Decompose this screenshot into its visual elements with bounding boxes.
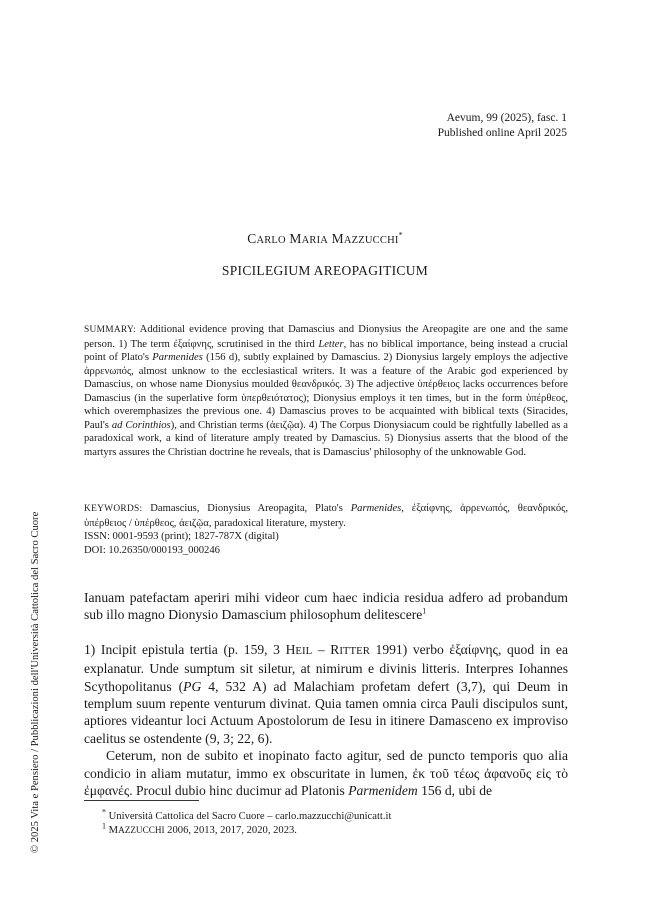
paragraph-ceterum: Ceterum, non de subito et inopinato facto agitur, sed de puncto temporis quo alia condicio in aliam mutatur, immo ex obscuritate in lumen, ἐκ τοῦ τέως ἀφανοῦς εἰς τὸ ἐμφανές. Procul dubio hinc ducimur ad Platonis Parmenidem 156 d, ubi de (84, 748, 568, 799)
paragraph-section-1: 1) Incipit epistula tertia (p. 159, 3 HEIL – RITTER 1991) verbo ἐξαίφνης, quod in ea explanatur. Unde sumptum sit siletur, at nimirum e divinis litteris. Interpres Iohannes Scythopolitanus (PG 4, 532 A) ad Malachiam profetam defert (3,7), qui Deum in templum suum repente venturum divinat. Quia tamen omnia circa Pauli discipulos sunt, aptiores videantur loci Actuum Apostolorum de Iesu in itinere Damasceno ex improviso caelitus se ostendente (9, 3; 22, 6). (84, 641, 569, 746)
article-title: SPICILEGIUM AREOPAGITICUM (221, 263, 429, 278)
author-footnote-mark: * (398, 230, 403, 240)
summary-abstract: SUMMARY: Additional evidence proving that Damascius and Dionysius the Areopagite are one and the same person. 1) The term ἐξαίφνης, scrutinised in the third Letter, has no biblical importance, being instead a crucial point of Plato's Parmenides (156 d), subtly explained by Damascius. 2) Dionysius largely employs the adjective ἀρρενωπός, almost unknow to the ecclesiastical writers. It was a feature of the Arabic god experienced by Damascius, on whose name Dionysius moulded θεανδρικός. 3) The adjective ὑπέρθειος lacks occurrences before Damascius (in the superlative form ὑπερθειότατος); Dionysius employs it ten times, but in the form ὑπέρθεος, which overemphasizes the previous one. 4) Damascius proves to be acquainted with biblical texts (Siracides, Paul's ad Corinthios), and Christian terms (ἀειζῷα). 4) The Corpus Dionysiacum could be rightfully labelled as a paradoxical work, a kind of literature amply treated by Damascius. 5) Dionysius asserts that the blood of the martyrs assures the Christian doctrine he reveals, that is Damascius' philosophy of the unknowable God. (84, 324, 569, 458)
keywords-label: KEYWORDS: (84, 504, 143, 514)
paragraph-intro: Ianuam patefactam aperiri mihi videor cum haec indicia residua adfero ad probandum sub illo magno Dionysio Damascium philosophum delitescere$^1$ (84, 590, 568, 623)
copyright-side-text: © 2025 Vita e Pensiero / Pubblicazioni dell'Università Cattolica del Sacro Cuore (30, 511, 41, 853)
issn-line: ISSN: 0001-9593 (print); 1827-787X (digital) (84, 531, 279, 542)
footnotes (102, 807, 392, 837)
main-text (84, 589, 568, 799)
journal-citation: Aevum, 99 (2025), fasc. 1 (446, 112, 567, 124)
summary-label: SUMMARY: (84, 325, 137, 335)
publication-date: Published online April 2025 (437, 127, 567, 139)
doi-line: DOI: 10.26350/000193_000246 (84, 544, 220, 556)
author-name: CARLO MARIA MAZZUCCHI* (247, 230, 403, 246)
keywords-block: KEYWORDS: Damascius, Dionysius Areopagita, Plato's Parmenides, ἐξαίφνης, ἀρρενωπός, θεανδρικός, ὑπέρθειος / ὑπέρθεος, ἀειζῷα, paradoxical literature, mystery. ISSN: 0001-9593 (print); 1827-787X (digital) DOI: 10.26350/000193_000246 (84, 503, 568, 556)
journal-info (438, 111, 567, 141)
footnote-1: $^1$ MAZZUCCHI 2006, 2013, 2017, 2020, 2023. (102, 820, 297, 836)
footnote-ref: 1 (422, 606, 427, 616)
footnote-affiliation: * Università Cattolica del Sacro Cuore – carlo.mazzucchi@unicatt.it (102, 807, 392, 822)
footnote-divider (84, 800, 199, 801)
